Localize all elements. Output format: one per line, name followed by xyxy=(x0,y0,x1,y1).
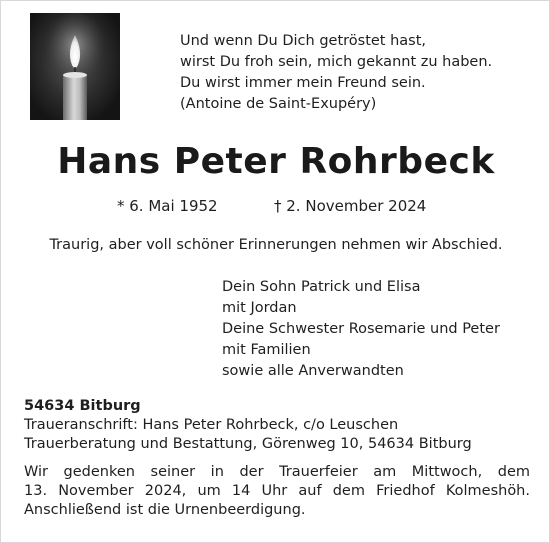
candle-image xyxy=(30,13,120,120)
address-line: Traueranschrift: Hans Peter Rohrbeck, c/o Leuschen xyxy=(24,417,399,433)
address-city: 54634 Bitburg xyxy=(24,398,141,414)
mourner-line: mit Jordan xyxy=(222,300,297,316)
quote-line: wirst Du froh sein, mich gekannt zu haben. xyxy=(180,54,493,70)
death-date: † 2. November 2024 xyxy=(274,197,427,215)
mourner-line: Deine Schwester Rosemarie und Peter xyxy=(222,321,500,337)
quote-line: Und wenn Du Dich getröstet hast, xyxy=(180,33,427,49)
service-line: Anschließend ist die Urnenbeerdigung. xyxy=(24,502,306,518)
address-block xyxy=(24,397,472,454)
birth-date: * 6. Mai 1952 xyxy=(117,197,218,215)
mourners-list xyxy=(222,277,500,382)
service-line: 13. November 2024, um 14 Uhr auf dem Friedhof Kolmeshöh. xyxy=(24,483,530,499)
quote-block xyxy=(180,31,540,115)
quote-line: Du wirst immer mein Freund sein. xyxy=(180,75,426,91)
farewell-text: Traurig, aber voll schöner Erinnerungen nehmen wir Abschied. xyxy=(49,237,503,253)
mourner-line: Dein Sohn Patrick und Elisa xyxy=(222,279,421,295)
service-info xyxy=(24,463,530,520)
deceased-name: Hans Peter Rohrbeck xyxy=(57,141,495,182)
mourner-line: sowie alle Anverwandten xyxy=(222,363,404,379)
address-line: Trauerberatung und Bestattung, Görenweg 10, 54634 Bitburg xyxy=(24,436,472,452)
service-line: Wir gedenken seiner in der Trauerfeier am Mittwoch, dem xyxy=(24,464,530,480)
quote-author: (Antoine de Saint-Exupéry) xyxy=(180,96,377,112)
mourner-line: mit Familien xyxy=(222,342,311,358)
candle-icon xyxy=(30,13,120,120)
